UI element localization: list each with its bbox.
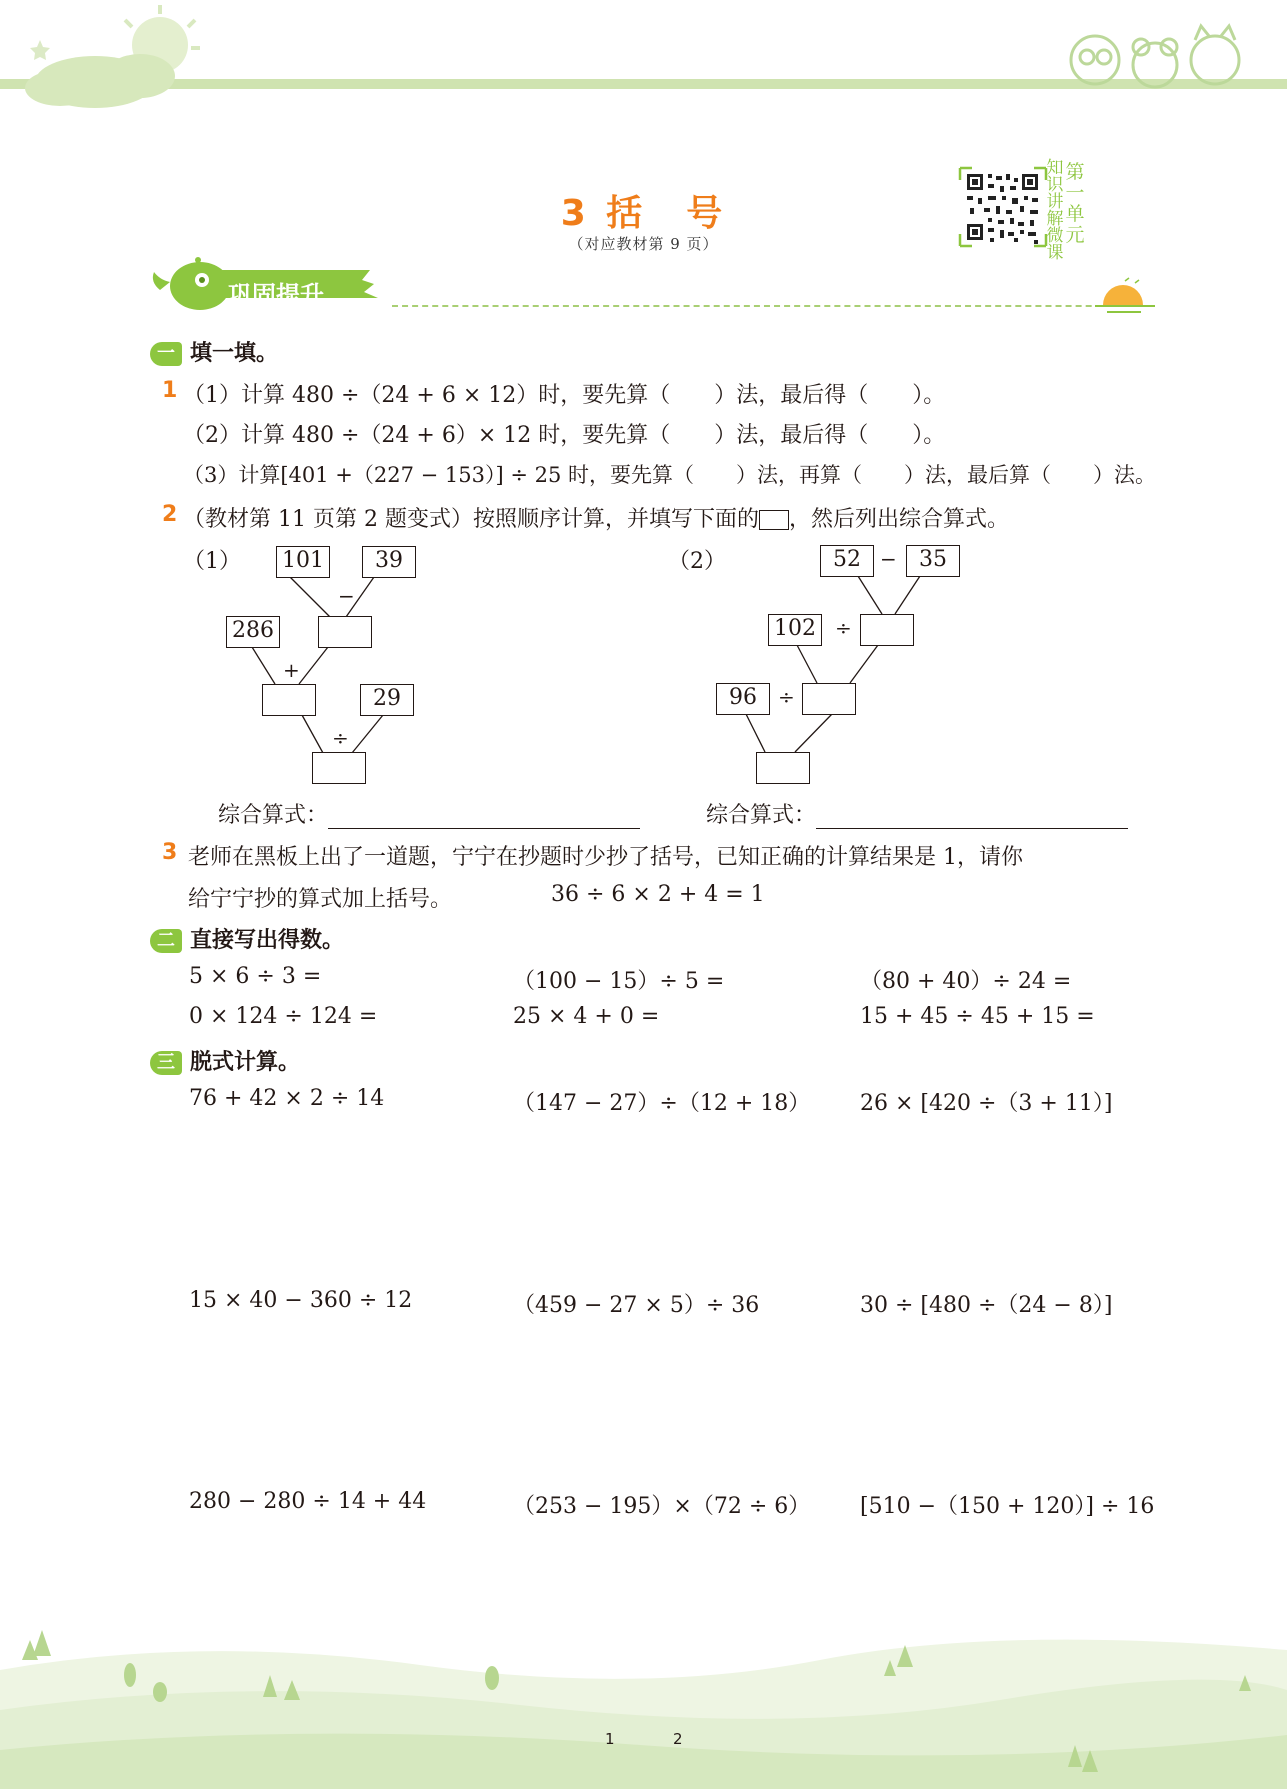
tree2-number-c: 102: [768, 614, 822, 646]
section1-heading: 一 填一填。: [150, 336, 278, 367]
section3-heading: 三 脱式计算。: [150, 1045, 300, 1076]
tree1-answer-box-3[interactable]: [312, 752, 366, 784]
q3-line2: 给宁宁抄的算式加上括号。: [188, 887, 453, 912]
q1-line2: （2）计算 480 ÷（24 + 6）× 12 时，要先算（ ）法，最后得（ ）。: [183, 423, 946, 448]
oral-item-5: 25 × 4 + 0 =: [513, 1004, 660, 1029]
step-calc-3: 26 × [420 ÷（3 + 11）]: [860, 1091, 1113, 1116]
micro-lesson-label: 知 识 讲 解 微 课: [1046, 158, 1064, 263]
page-title: 3 括 号: [560, 193, 727, 234]
step-calc-2: （147 − 27）÷（12 + 18）: [513, 1091, 811, 1116]
oral-item-1: 5 × 6 ÷ 3 =: [189, 964, 322, 989]
tree1-op-divide: ÷: [332, 726, 349, 750]
q3-expression: 36 ÷ 6 × 2 + 4 = 1: [551, 882, 765, 907]
section1-tag: 一: [150, 342, 182, 366]
tree1-number-a: 101: [276, 546, 330, 578]
tree1-answer-box-2[interactable]: [262, 684, 316, 716]
step-calc-5: （459 − 27 × 5）÷ 36: [513, 1293, 760, 1318]
oral-item-6: 15 + 45 ÷ 45 + 15 =: [860, 1004, 1095, 1029]
tree2-answer-box-3[interactable]: [756, 752, 810, 784]
tree2-op-divide-2: ÷: [778, 685, 795, 709]
q1-line1: （1）计算 480 ÷（24 + 6 × 12）时，要先算（ ）法，最后得（ ）。: [183, 383, 946, 408]
section3-tag: 三: [150, 1051, 182, 1075]
q2-number: 2: [162, 502, 178, 527]
section2-tag: 二: [150, 929, 182, 953]
oral-item-4: 0 × 124 ÷ 124 =: [189, 1004, 378, 1029]
step-calc-6: 30 ÷ [480 ÷（24 − 8）]: [860, 1293, 1113, 1318]
q2-instruction: （教材第 11 页第 2 题变式）按照顺序计算，并填写下面的 ，然后列出综合算式。: [183, 507, 1009, 532]
formula1-answer-line[interactable]: [328, 804, 640, 829]
step-calc-9: [510 −（150 + 120）] ÷ 16: [860, 1494, 1155, 1519]
tree-lines: [0, 0, 1287, 800]
step-calc-4: 15 × 40 − 360 ÷ 12: [189, 1288, 413, 1313]
page-number-left: 1: [605, 1730, 615, 1748]
tree2-number-b: 35: [906, 545, 960, 577]
step-calc-1: 76 + 42 × 2 ÷ 14: [189, 1086, 385, 1111]
q1-line3: （3）计算[401 +（227 − 153）] ÷ 25 时，要先算（ ）法，再算（ ）法，最后算（ ）法。: [183, 463, 1157, 487]
banner-label: 巩固提升: [228, 281, 324, 309]
formula1: 综合算式：: [218, 798, 640, 829]
tree1-op-minus: −: [338, 584, 355, 608]
page-subtitle: （对应教材第 9 页）: [568, 235, 719, 253]
formula2-answer-line[interactable]: [816, 804, 1128, 829]
tree1-number-b: 39: [362, 546, 416, 578]
unit-label: 第 一 单 元: [1065, 161, 1085, 246]
step-calc-8: （253 − 195）×（72 ÷ 6）: [513, 1494, 811, 1519]
tree2-op-divide-1: ÷: [835, 616, 852, 640]
oral-item-3: （80 + 40）÷ 24 =: [860, 969, 1072, 994]
tree1-answer-box-1[interactable]: [318, 616, 372, 648]
tree1-number-c: 286: [226, 616, 280, 648]
formula2: 综合算式：: [706, 798, 1128, 829]
page-number-right: 2: [673, 1730, 683, 1748]
section2-heading: 二 直接写出得数。: [150, 923, 344, 954]
tree2-number-a: 52: [820, 545, 874, 577]
q3-number: 3: [162, 840, 178, 865]
tree1-op-plus: +: [283, 658, 300, 682]
q3-line1: 老师在黑板上出了一道题，宁宁在抄题时少抄了括号，已知正确的计算结果是 1，请你: [188, 845, 1023, 870]
hills-decoration: [0, 1630, 1287, 1789]
step-calc-7: 280 − 280 ÷ 14 + 44: [189, 1489, 427, 1514]
part2-label: （2）: [668, 549, 726, 574]
tree2-answer-box-1[interactable]: [860, 614, 914, 646]
part1-label: （1）: [183, 549, 241, 574]
oral-item-2: （100 − 15）÷ 5 =: [513, 969, 725, 994]
tree2-answer-box-2[interactable]: [802, 683, 856, 715]
tree1-number-d: 29: [360, 684, 414, 716]
tree2-number-d: 96: [716, 683, 770, 715]
q1-number: 1: [162, 378, 178, 403]
tree2-op-minus: −: [880, 547, 897, 571]
